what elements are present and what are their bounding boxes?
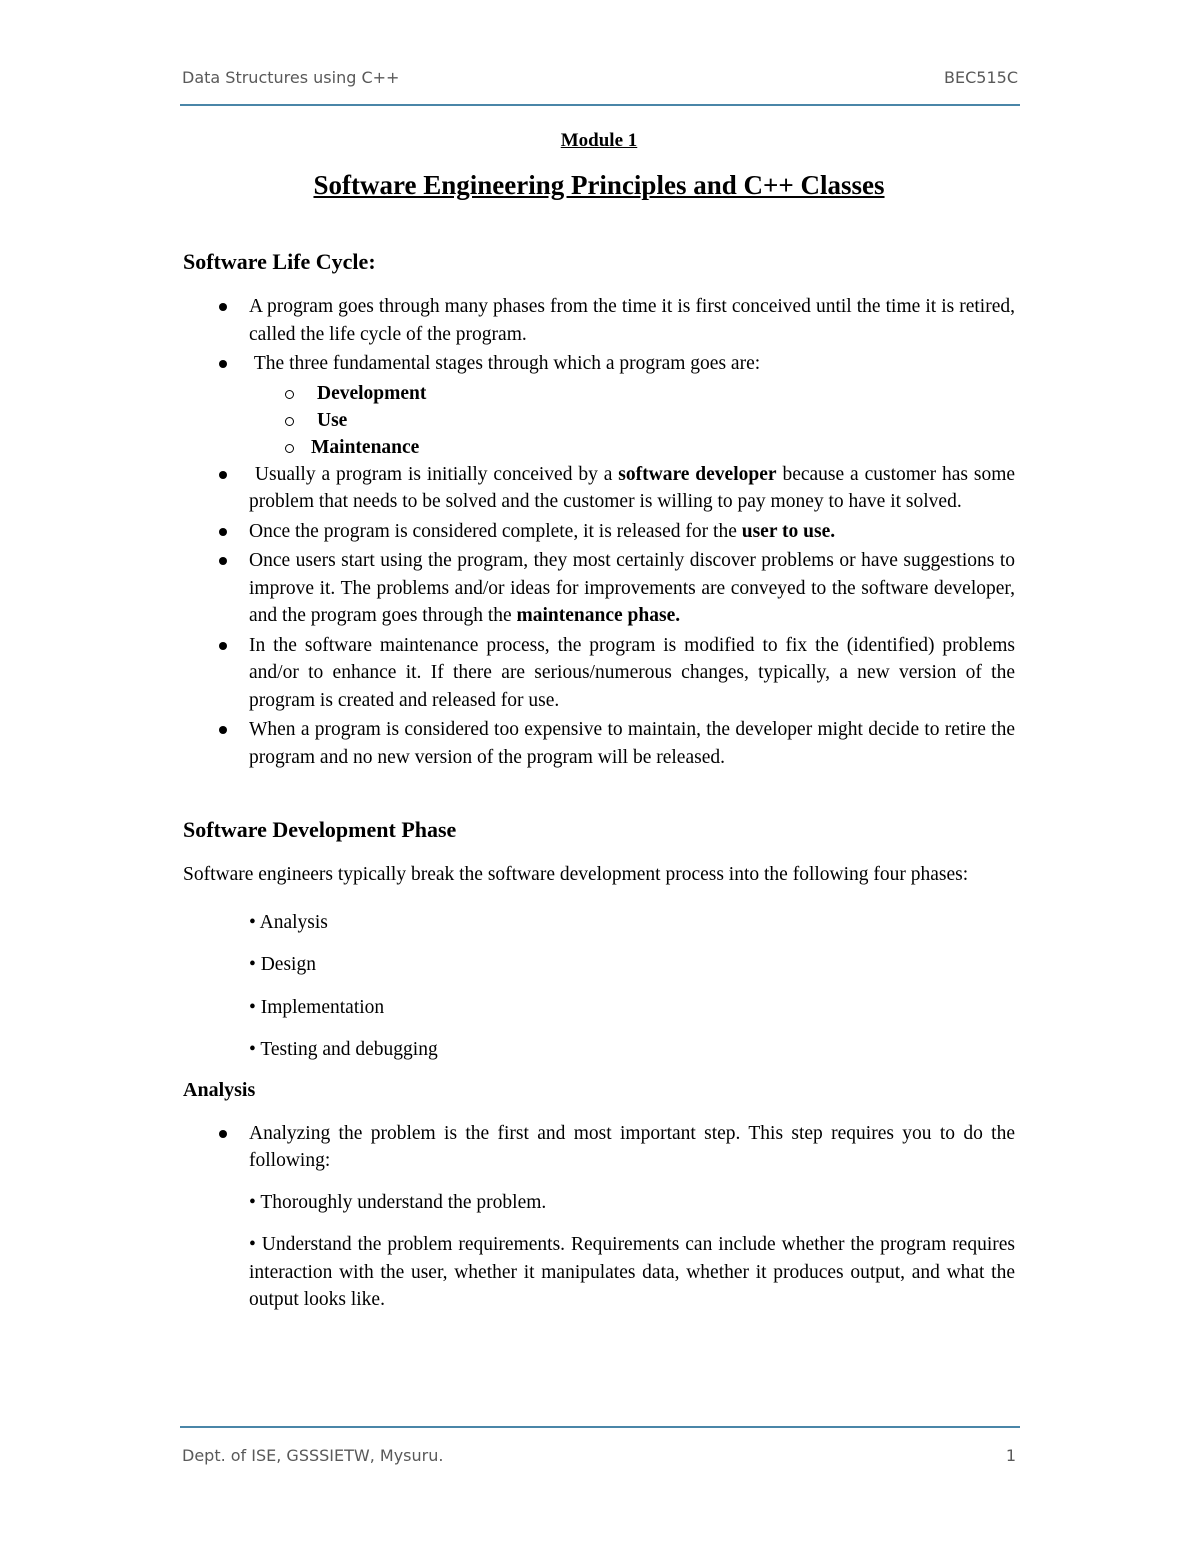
list-item-text: A program goes through many phases from the time it is first conceived until the time it is retired, called the life cycle of the program. xyxy=(249,296,1015,345)
list-item xyxy=(183,350,1015,378)
list-item-text: Once the program is considered complete, it is released for the xyxy=(249,520,742,542)
circle-bullet-icon xyxy=(285,417,294,426)
section-heading-life-cycle: Software Life Cycle: xyxy=(183,249,376,274)
circle-bullet-icon xyxy=(285,390,294,399)
list-item xyxy=(183,547,1015,630)
list-item xyxy=(183,461,1015,516)
list-item-text: When a program is considered too expensive to maintain, the developer might decide to retire the program and no new version of the program will be released. xyxy=(249,719,1015,768)
header-divider xyxy=(180,104,1020,106)
list-item-text: because a customer has some problem that needs to be solved and the customer is willing to pay money to have it solved. xyxy=(249,463,1016,512)
analysis-point: • Thoroughly understand the problem. xyxy=(249,1191,547,1213)
bullet-icon xyxy=(219,557,227,565)
header-course-title: Data Structures using C++ xyxy=(182,68,400,87)
stage-item xyxy=(183,434,1015,461)
phase-item: • Analysis xyxy=(249,911,328,933)
page-title: Software Engineering Principles and C++ Classes xyxy=(313,170,885,200)
bullet-icon xyxy=(219,642,227,650)
emphasis-text: software developer xyxy=(618,463,777,485)
bullet-icon xyxy=(219,360,227,368)
bullet-icon xyxy=(219,726,227,734)
list-item-text: In the software maintenance process, the program is modified to fix the (identified) problems and/or to enhance it. If there are serious/numerous changes, typically, a new version of the program is created and released for use. xyxy=(249,634,1015,711)
list-item-text: Once users start using the program, they most certainly discover problems or have suggestions to improve it. The problems and/or ideas for improvements are conveyed to the software developer, and the program goes through the xyxy=(249,550,1015,626)
list-item xyxy=(183,518,1015,546)
phase-item: • Design xyxy=(249,954,316,975)
header-course-code: BEC515C xyxy=(944,68,1018,87)
circle-bullet-icon xyxy=(285,444,294,453)
emphasis-text: maintenance phase. xyxy=(516,605,681,626)
bullet-icon xyxy=(219,471,227,479)
list-item xyxy=(183,293,1015,348)
analysis-list xyxy=(183,1120,1015,1175)
list-item xyxy=(183,632,1015,715)
footer-divider xyxy=(180,1426,1020,1428)
life-cycle-list-continued xyxy=(183,461,1015,772)
stage-label: Development xyxy=(317,382,427,404)
phase-item: • Implementation xyxy=(249,996,385,1018)
stage-item xyxy=(183,380,1015,407)
page-header xyxy=(182,68,1018,92)
life-cycle-list xyxy=(183,293,1015,378)
bullet-icon xyxy=(219,1130,227,1138)
analysis-point: • Understand the problem requirements. Requirements can include whether the program requires interaction with the user, whether it manipulates data, whether it produces output, and what the output looks like. xyxy=(249,1234,1015,1310)
stage-item xyxy=(183,407,1015,434)
phase-item: • Testing and debugging xyxy=(249,1039,438,1060)
list-item-text: The three fundamental stages through which a program goes are: xyxy=(253,353,761,374)
page-number: 1 xyxy=(1005,1446,1016,1465)
section-heading-development-phase: Software Development Phase xyxy=(183,817,457,842)
stages-list xyxy=(183,380,1015,461)
list-item xyxy=(183,1120,1015,1175)
list-item xyxy=(183,716,1015,771)
page-body xyxy=(183,130,1015,1329)
list-item-text: Usually a program is initially conceived by a xyxy=(254,463,619,485)
bullet-icon xyxy=(219,528,227,536)
stage-label: Maintenance xyxy=(311,436,420,458)
page-footer xyxy=(182,1446,1016,1470)
module-label: Module 1 xyxy=(560,130,638,151)
section-heading-analysis: Analysis xyxy=(183,1078,256,1101)
development-intro: Software engineers typically break the software development process into the following four phases: xyxy=(183,864,969,885)
stage-label: Use xyxy=(317,409,348,431)
list-item-text: Analyzing the problem is the first and most important step. This step requires you to do the following: xyxy=(249,1122,1015,1171)
emphasis-text: user to use. xyxy=(741,520,836,542)
bullet-icon xyxy=(219,303,227,311)
footer-department: Dept. of ISE, GSSSIETW, Mysuru. xyxy=(182,1446,444,1465)
